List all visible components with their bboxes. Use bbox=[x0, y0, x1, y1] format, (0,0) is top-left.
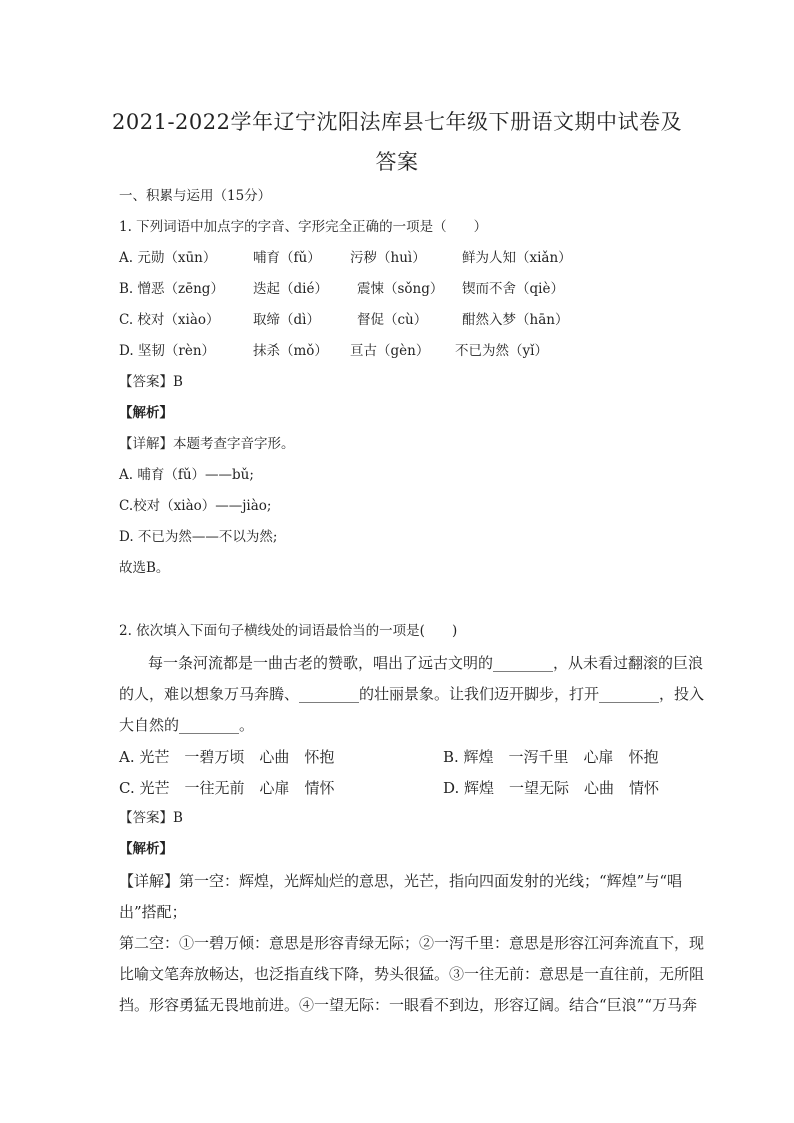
q1-option-c-3: 督促（cù） bbox=[357, 312, 428, 328]
q1-option-d-4: 不已为然（yǐ） bbox=[455, 343, 548, 359]
q2-option-c: C. 光芒 一往无前 心扉 情怀 bbox=[119, 779, 335, 797]
q1-stem: 1. 下列词语中加点字的字音、字形完全正确的一项是（ ） bbox=[119, 219, 488, 235]
q1-option-d-3: 亘古（gèn） bbox=[350, 343, 430, 359]
q1-option-a-1: A. 元勋（xūn） bbox=[119, 250, 217, 266]
q2-analysis-label: 【解析】 bbox=[119, 841, 173, 857]
q1-conclusion: 故选B。 bbox=[119, 560, 170, 576]
q1-option-d-2: 抹杀（mǒ） bbox=[253, 343, 328, 359]
doc-title-line1: 2021-2022学年辽宁沈阳法库县七年级下册语文期中试卷及 bbox=[112, 110, 682, 134]
section-heading: 一、积累与运用（15分） bbox=[119, 188, 272, 204]
q1-option-d-1: D. 坚韧（rèn） bbox=[119, 343, 216, 359]
q1-analysis-label: 【解析】 bbox=[119, 405, 173, 421]
q1-option-b-1: B. 憎恶（zēng） bbox=[119, 281, 224, 297]
q1-correction-c: C.校对（xiào）——jiào; bbox=[119, 498, 272, 514]
q1-option-c-4: 酣然入梦（hān） bbox=[462, 312, 569, 328]
q2-detail-line1: 【详解】第一空：辉煌，光辉灿烂的意思，光芒，指向四面发射的光线；“辉煌”与“唱 bbox=[119, 872, 683, 890]
q2-passage-line3: 大自然的________。 bbox=[119, 716, 255, 734]
q1-correction-a: A. 哺育（fǔ）——bǔ; bbox=[119, 467, 254, 483]
q2-detail-line5: 挡。形容勇猛无畏地前进。④一望无际：一眼看不到边，形容辽阔。结合“巨浪”“万马奔 bbox=[119, 996, 698, 1014]
q2-stem: 2. 依次填入下面句子横线处的词语最恰当的一项是( ) bbox=[119, 623, 458, 639]
q2-option-b: B. 辉煌 一泻千里 心扉 怀抱 bbox=[443, 748, 659, 766]
q2-detail-line4: 比喻文笔奔放畅达，也泛指直线下降，势头很猛。③一往无前：意思是一直往前，无所阻 bbox=[119, 965, 705, 983]
q1-option-c-1: C. 校对（xiào） bbox=[119, 312, 220, 328]
q1-option-b-2: 迭起（dié） bbox=[253, 281, 328, 297]
q2-answer: 【答案】B bbox=[119, 810, 183, 826]
q2-passage-line1: 每一条河流都是一曲古老的赞歌，唱出了远古文明的________，从未看过翻滚的巨浪 bbox=[148, 654, 704, 672]
q1-correction-d: D. 不已为然——不以为然; bbox=[119, 529, 278, 545]
q1-option-b-3: 震悚（sǒng） bbox=[357, 281, 444, 297]
q1-option-a-3: 污秽（huì） bbox=[350, 250, 426, 266]
q2-detail-line2: 出”搭配； bbox=[119, 903, 187, 921]
q1-answer: 【答案】B bbox=[119, 374, 183, 390]
q1-option-b-4: 锲而不舍（qiè） bbox=[462, 281, 564, 297]
q1-option-a-2: 哺育（fǔ） bbox=[253, 250, 321, 266]
q1-option-c-2: 取缔（dì） bbox=[253, 312, 320, 328]
q2-option-d: D. 辉煌 一望无际 心曲 情怀 bbox=[443, 779, 660, 797]
doc-title-line2: 答案 bbox=[375, 150, 419, 174]
q2-passage-line2: 的人，难以想象万马奔腾、________的壮丽景象。让我们迈开脚步，打开________，投入 bbox=[119, 685, 705, 703]
q2-option-a: A. 光芒 一碧万顷 心曲 怀抱 bbox=[119, 748, 335, 766]
q1-detail: 【详解】本题考查字音字形。 bbox=[119, 436, 295, 452]
q1-option-a-4: 鲜为人知（xiǎn） bbox=[462, 250, 572, 266]
q2-detail-line3: 第二空：①一碧万倾：意思是形容青绿无际；②一泻千里：意思是形容江河奔流直下，现 bbox=[119, 934, 705, 952]
